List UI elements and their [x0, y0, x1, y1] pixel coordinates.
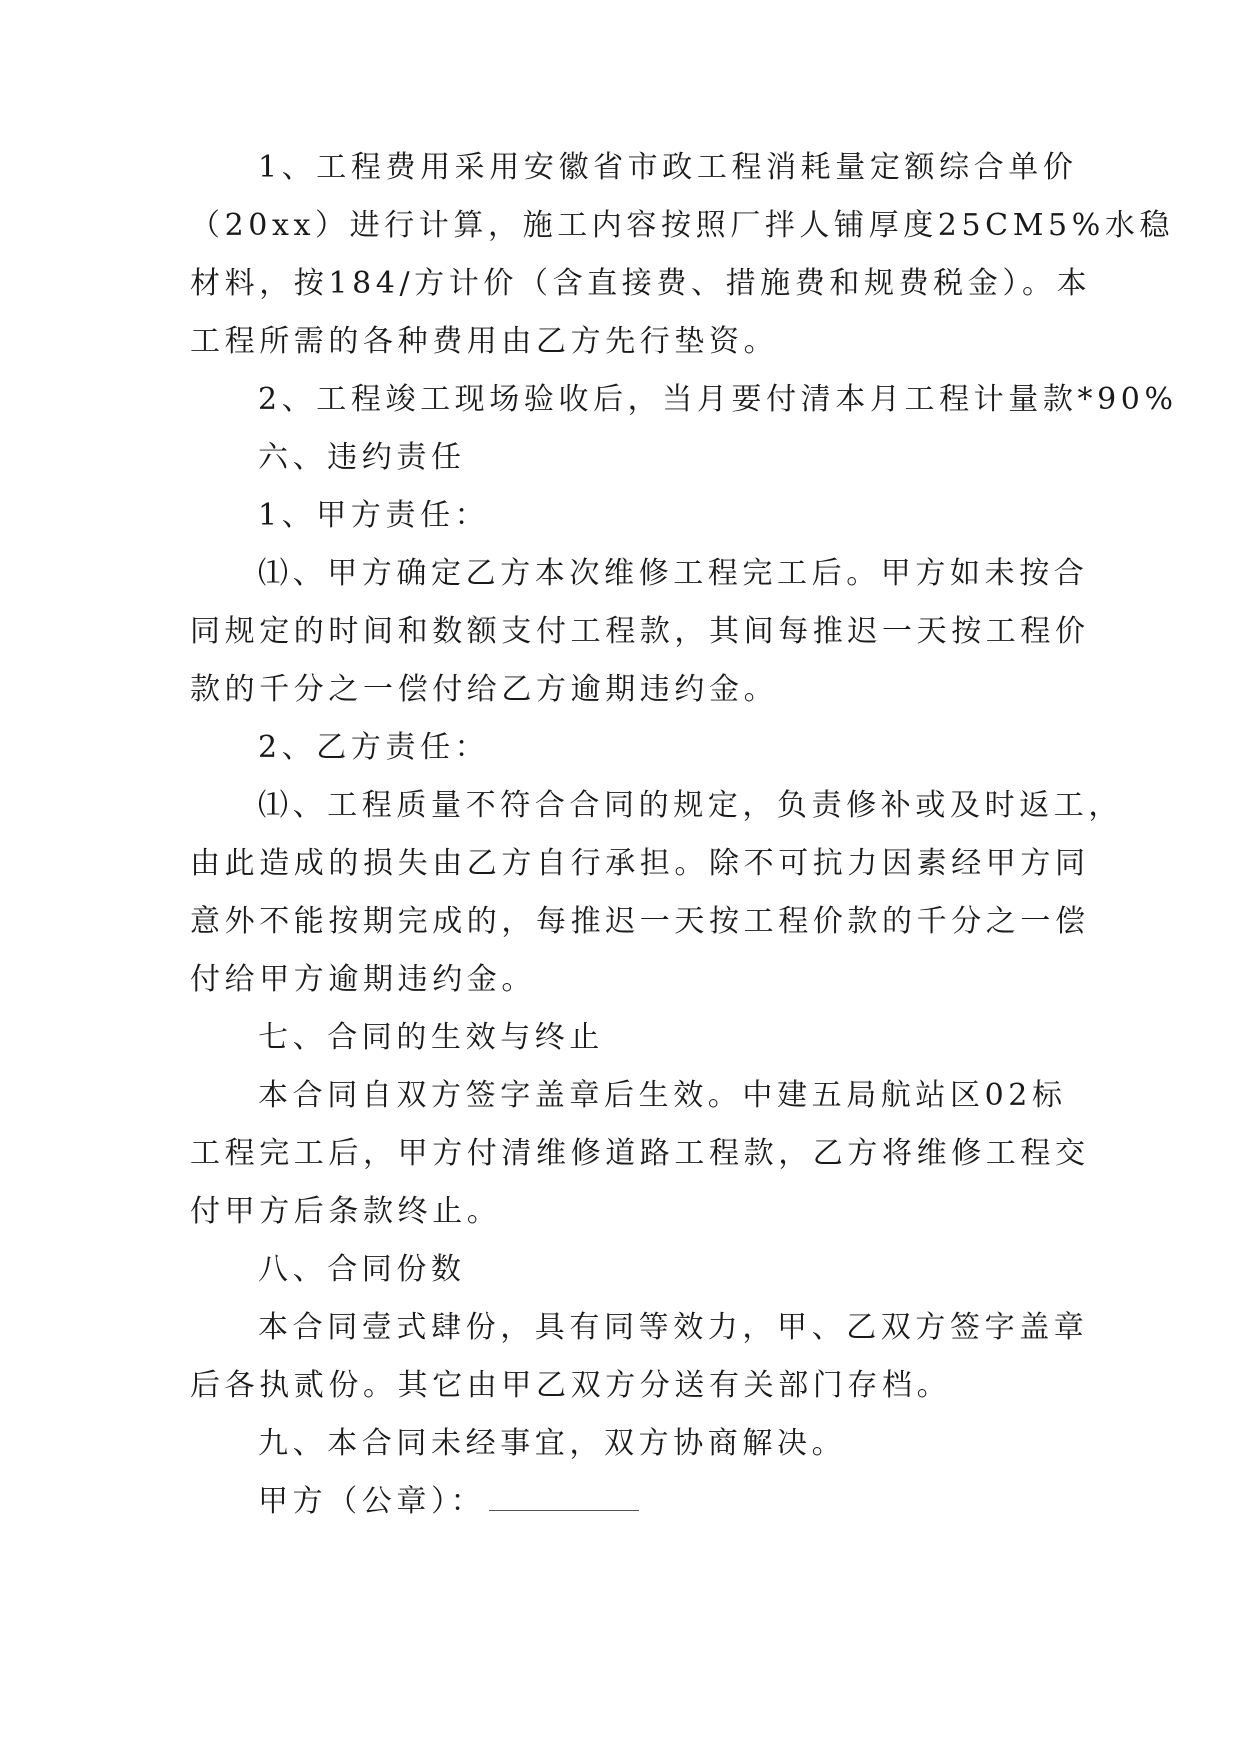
paragraph-line: 工程完工后，甲方付清维修道路工程款，乙方将维修工程交 [190, 1136, 1090, 1171]
paragraph-line: 由此造成的损失由乙方自行承担。除不可抗力因素经甲方同 [190, 846, 1090, 881]
paragraph-line: （20xx）进行计算，施工内容按照厂拌人铺厚度25CM5%水稳 [190, 208, 1175, 243]
paragraph-line: 2、工程竣工现场验收后，当月要付清本月工程计量款*90% [258, 382, 1178, 417]
paragraph-line: 后各执贰份。其它由甲乙双方分送有关部门存档。 [190, 1368, 952, 1403]
paragraph-line: 同规定的时间和数额支付工程款，其间每推迟一天按工程价 [190, 614, 1090, 649]
signature-label: 甲方（公章）： [258, 1484, 486, 1519]
paragraph-line: 本合同壹式肆份，具有同等效力，甲、乙双方签字盖章 [258, 1310, 1089, 1345]
paragraph-line: 意外不能按期完成的，每推迟一天按工程价款的千分之一偿 [190, 904, 1090, 939]
section-heading: 九、本合同未经事宜，双方协商解决。 [258, 1426, 847, 1461]
paragraph-line: 本合同自双方签字盖章后生效。中建五局航站区02标 [258, 1078, 1067, 1113]
paragraph-line: ⑴、甲方确定乙方本次维修工程完工后。甲方如未按合 [258, 556, 1089, 591]
section-heading: 六、违约责任 [258, 440, 466, 475]
subsection-heading: 1、甲方责任： [258, 498, 490, 533]
paragraph-line: 1、工程费用采用安徽省市政工程消耗量定额综合单价 [258, 150, 1078, 185]
paragraph-line: 材料，按184/方计价（含直接费、措施费和规费税金）。本 [190, 266, 1092, 301]
signature-line [190, 1473, 1050, 1531]
paragraph-line: 付给甲方逾期违约金。 [190, 962, 536, 997]
paragraph-line: 付甲方后条款终止。 [190, 1194, 502, 1229]
signature-blank[interactable] [489, 1480, 639, 1511]
paragraph-line: 工程所需的各种费用由乙方先行垫资。 [190, 324, 779, 359]
subsection-heading: 2、乙方责任： [258, 730, 490, 765]
paragraph-line: ⑴、工程质量不符合合同的规定，负责修补或及时返工， [258, 788, 1123, 823]
document-body [190, 139, 1178, 1531]
section-heading: 八、合同份数 [258, 1252, 466, 1287]
paragraph-line: 款的千分之一偿付给乙方逾期违约金。 [190, 672, 779, 707]
section-heading: 七、合同的生效与终止 [258, 1020, 604, 1055]
